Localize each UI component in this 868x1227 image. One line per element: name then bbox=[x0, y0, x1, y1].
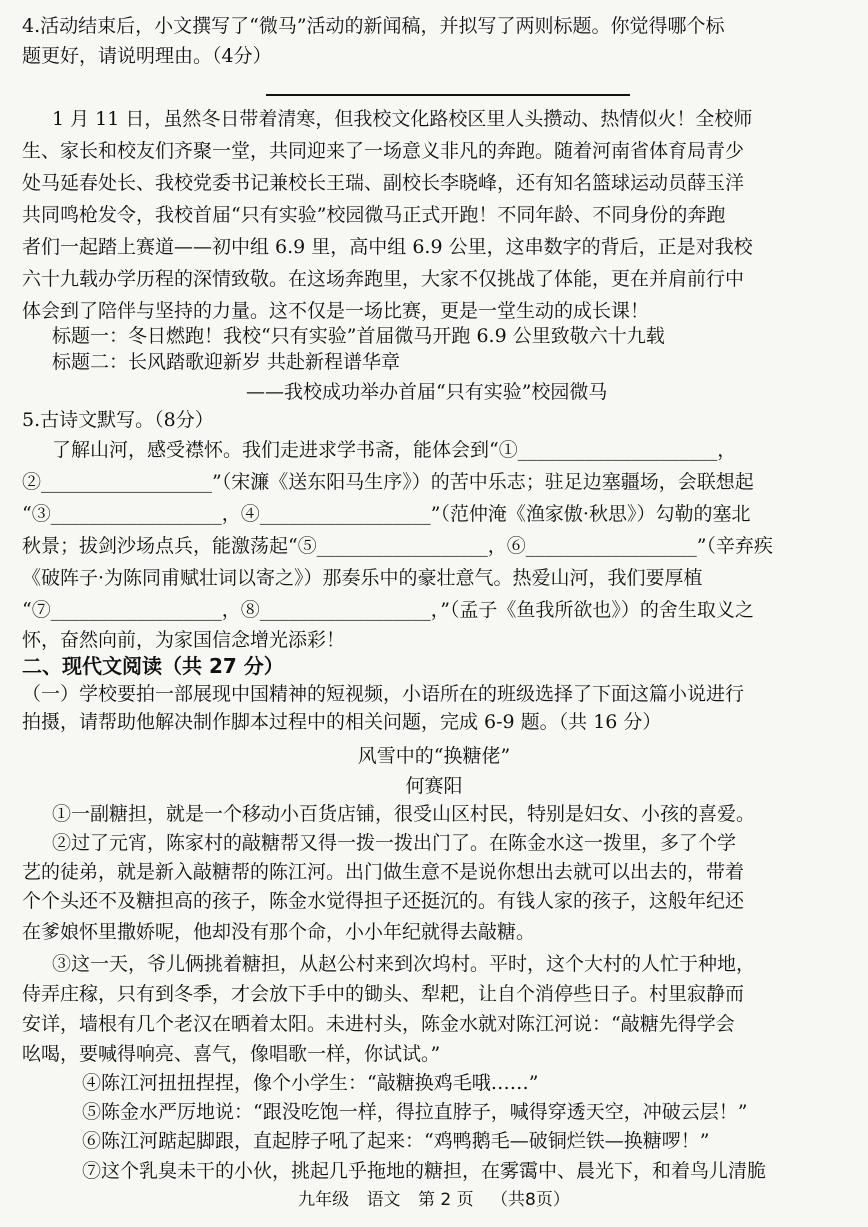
story-p2-line-1: ②过了元宵，陈家村的敲糖帮又得一拨一拨出门了。在陈金水这一拨里，多了个学 bbox=[52, 832, 737, 854]
footer-total-pages: （共8页） bbox=[491, 1190, 570, 1210]
story-title: 风雪中的“换糖佬” bbox=[357, 745, 511, 767]
q5-line-5: 《破阵子·为陈同甫赋壮词以寄之》）那奏乐中的豪壮意气。热爱山河，我们要厚植 bbox=[22, 567, 703, 589]
story-p2-line-3: 个个头还不及糖担高的孩子，陈金水觉得担子还挺沉的。有钱人家的孩子，这般年纪还 bbox=[22, 890, 745, 912]
story-paragraph-1: ①一副糖担，就是一个移动小百货店铺，很受山区村民，特别是妇女、小孩的喜爱。 bbox=[52, 803, 756, 825]
story-paragraph-4: ④陈江河扭扭捏捏，像个小学生：“敲糖换鸡毛哦……” bbox=[82, 1072, 539, 1094]
q4-answer-line bbox=[266, 94, 630, 96]
section-2-intro-line-1: （一）学校要拍一部展现中国精神的短视频，小语所在的班级选择了下面这篇小说进行 bbox=[22, 683, 745, 705]
news-line-3: 处马延春处长、我校党委书记兼校长王瑞、副校长李晓峰，还有知名篮球运动员薛玉洋 bbox=[22, 172, 745, 194]
q5-line-4: 秋景；拔剑沙场点兵，能激荡起“⑤__________________，⑥__________________”（辛弃疾 bbox=[22, 535, 773, 557]
q5-line-6: “⑦__________________，⑧__________________，”（孟子《鱼我所欲也》）的舍生取义之 bbox=[22, 599, 754, 621]
story-p3-line-4: 吆喝，要喊得响亮、喜气，像唱歌一样，你试试。” bbox=[22, 1043, 441, 1065]
news-line-7: 体会到了陪伴与坚持的力量。这不仅是一场比赛，更是一堂生动的成长课！ bbox=[22, 300, 650, 322]
q4-prompt-line-2: 题更好，请说明理由。（4分） bbox=[22, 45, 272, 67]
section-2-intro-line-2: 拍摄，请帮助他解决制作脚本过程中的相关问题，完成 6-9 题。（共 16 分） bbox=[22, 711, 662, 733]
story-paragraph-5: ⑤陈金水严厉地说：“跟没吃饱一样，得拉直脖子，喊得穿透天空，冲破云层！” bbox=[82, 1101, 748, 1123]
page-footer bbox=[0, 1188, 868, 1212]
headline-option-2-subtitle: ——我校成功举办首届“只有实验”校园微马 bbox=[246, 381, 608, 403]
story-p3-line-2: 侍弄庄稼，只有到冬季，才会放下手中的锄头、犁耙，让自个消停些日子。村里寂静而 bbox=[22, 983, 745, 1005]
story-p3-line-1: ③这一天，爷儿俩挑着糖担，从赵公村来到次坞村。平时，这个大村的人忙于种地， bbox=[52, 953, 756, 975]
q5-line-7: 怀，奋然向前，为家国信念增光添彩！ bbox=[22, 629, 346, 651]
q5-line-3: “③__________________，④__________________”（范仲淹《渔家傲·秋思》）勾勒的塞北 bbox=[22, 503, 751, 525]
footer-page-number: 第 2 页 bbox=[417, 1190, 474, 1210]
news-line-1: 1 月 11 日，虽然冬日带着清寒，但我校文化路校区里人头攒动、热情似火！全校师 bbox=[52, 108, 753, 130]
news-line-5: 者们一起踏上赛道——初中组 6.9 里，高中组 6.9 公里，这串数字的背后，正是对我校 bbox=[22, 236, 753, 258]
section-2-heading: 二、现代文阅读（共 27 分） bbox=[22, 654, 284, 678]
story-p2-line-2: 艺的徒弟，就是新入敲糖帮的陈江河。出门做生意不是说你想出去就可以出去的，带着 bbox=[22, 861, 745, 883]
story-paragraph-6: ⑥陈江河踮起脚跟，直起脖子吼了起来：“鸡鸭鹅毛—破铜烂铁—换糖啰！” bbox=[82, 1130, 710, 1152]
story-author: 何赛阳 bbox=[405, 775, 463, 797]
story-p3-line-3: 安详，墙根有几个老汉在晒着太阳。未进村头，陈金水就对陈江河说：“敲糖先得学会 bbox=[22, 1013, 735, 1035]
footer-subject: 语文 bbox=[366, 1190, 401, 1210]
headline-option-1: 标题一：冬日燃跑！我校“只有实验”首届微马开跑 6.9 公里致敬六十九载 bbox=[52, 325, 665, 347]
q5-heading: 5.古诗文默写。（8分） bbox=[22, 409, 214, 431]
q4-prompt-line-1: 4.活动结束后，小文撰写了“微马”活动的新闻稿，并拟写了两则标题。你觉得哪个标 bbox=[22, 15, 725, 37]
news-line-6: 六十九载办学历程的深情致敬。在这场奔跑里，大家不仅挑战了体能，更在并肩前行中 bbox=[22, 268, 745, 290]
news-line-2: 生、家长和校友们齐聚一堂，共同迎来了一场意义非凡的奔跑。随着河南省体育局青少 bbox=[22, 140, 745, 162]
q5-line-1: 了解山河，感受襟怀。我们走进求学书斋，能体会到“①_____________________， bbox=[52, 439, 737, 461]
footer-grade: 九年级 bbox=[298, 1190, 350, 1210]
story-p2-line-4: 在爹娘怀里撒娇呢，他却没有那个命，小小年纪就得去敲糖。 bbox=[22, 921, 536, 943]
q5-line-2: ②__________________”（宋濂《送东阳马生序》）的苦中乐志；驻足边塞疆场，会联想起 bbox=[22, 471, 754, 493]
story-paragraph-7: ⑦这个乳臭未干的小伙，挑起几乎拖地的糖担，在雾霭中、晨光下，和着鸟儿清脆 bbox=[82, 1160, 767, 1182]
headline-option-2: 标题二：长风踏歌迎新岁 共赴新程谱华章 bbox=[52, 351, 401, 373]
news-line-4: 共同鸣枪发令，我校首届“只有实验”校园微马正式开跑！不同年龄、不同身份的奔跑 bbox=[22, 204, 726, 226]
